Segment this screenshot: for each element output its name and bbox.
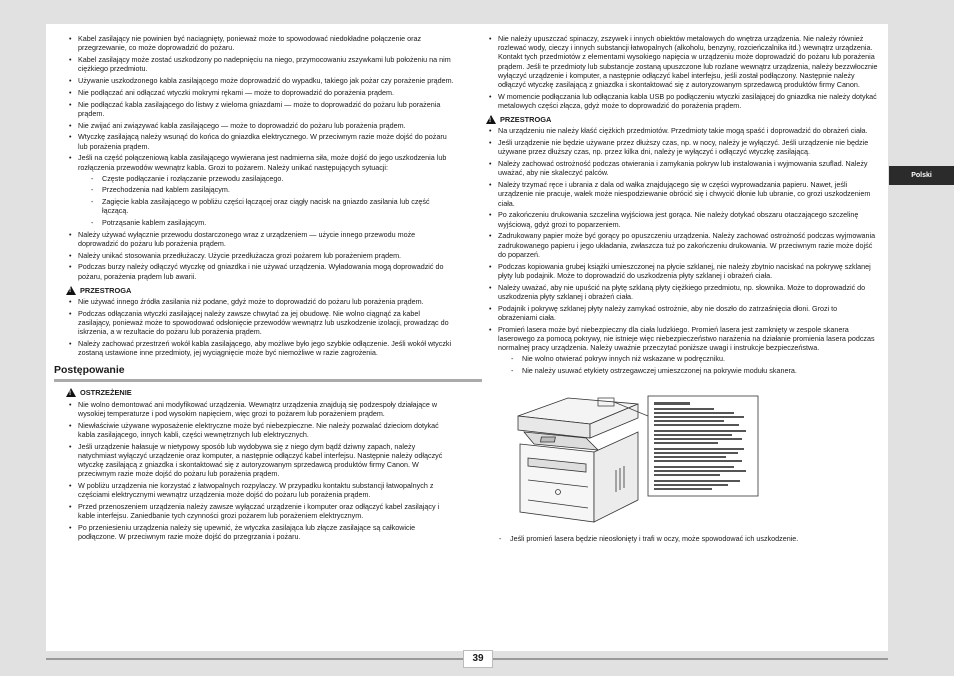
list-item: • Należy trzymać ręce i ubrania z dala od wałka znajdującego się w części wyprowadzania papieru. Nawet, jeśli urządzenie nie pracuje, wałek może niespodziewanie obrócić się i chwycić dłonie lub ubranie, co grozi uszkodzeniem ciała. [486,180,878,208]
warning-triangle-icon: ! [66,286,76,295]
caution-label: PRZESTROGA [500,115,552,125]
sub-list-item: - Potrząsanie kablem zasilającym. [78,218,454,227]
power-cord-warnings [66,34,454,281]
left-column [54,34,454,544]
list-item: • Podajnik i pokrywę szklanej płyty należy zamykać ostrożnie, aby nie doszło do zatrzaśnięcia dłoni. Grozi to obrażeniami ciała. [486,304,878,322]
sub-list-item: - Jeśli promień lasera będzie nieosłonięty i trafi w oczy, może spowodować ich uszkodzenie. [486,534,878,543]
list-item: • Jeśli urządzenie nie będzie używane przez dłuższy czas, np. w nocy, należy je wyłączyć. Jeśli urządzenie nie będzie używane przez dłuższy czas, np. przez kilka dni, należy je wyłączyć i odłączyć wtyczkę zasilającą. [486,138,878,156]
sub-list [78,174,454,227]
sub-list-item: - Przechodzenia nad kablem zasilającym. [78,185,454,194]
list-item: • Należy unikać stosowania przedłużaczy. Użycie przedłużacza grozi pożarem lub porażeniem prądem. [66,251,454,260]
list-item: • Niewłaściwie używane wyposażenie elektryczne może być niebezpieczne. Nie należy pozwalać dzieciom dotykać kabla zasilającego, innych kabli, części wewnętrznych lub elektrycznych. [66,421,454,439]
sub-list-item: - Nie wolno otwierać pokryw innych niż wskazane w podręczniku. [498,354,878,363]
list-item: • Nie podłączać ani odłączać wtyczki mokrymi rękami — może to doprowadzić do porażenia prądem. [66,88,454,97]
metal-objects-warnings [486,34,878,110]
list-item: • Podczas odłączania wtyczki zasilającej należy zawsze chwytać za jej obudowę. Nie wolno ciągnąć za kabel zasilający, ponieważ może to spowodować odsłonięcie przewodów wewnątrz lub uszkodzenie izolacji, prowadząc do iskrzenia, a w rezultacie do pożaru lub porażenia prądem. [66,309,454,337]
warning-triangle-icon: ! [66,388,76,397]
list-item: • Podczas kopiowania grubej książki umieszczonej na płycie szklanej, nie należy zbytnio naciskać na pokrywę szklanej płyty lub podajnik. Może to doprowadzić do uszkodzenia płyty szklanej i obrażeń ciała. [486,262,878,280]
list-item: • Należy używać wyłącznie przewodu dostarczonego wraz z urządzeniem — użycie innego przewodu może doprowadzić do pożaru lub porażenia prądem. [66,230,454,248]
list-item: • Należy uważać, aby nie upuścić na płytę szklaną płyty ciężkiego przedmiotu, np. słownika. Może to doprowadzić do uszkodzenia płyty szklanej i obrażeń ciała. [486,283,878,301]
list-item: • Kabel zasilający nie powinien być naciągnięty, ponieważ może to spowodować niedokładne połączenie oraz przegrzewanie, co może doprowadzić do pożaru. [66,34,454,52]
laser-note-list [486,534,878,543]
list-item: • Zadrukowany papier może być gorący po opuszczeniu urządzenia. Należy zachować ostrożność podczas wyjmowania zadrukowanego papieru i jego układania, zwłaszcza tuż po zakończeniu drukowania. W przeciwnym razie może dojść do poparzeń. [486,231,878,259]
list-item: • W pobliżu urządzenia nie korzystać z łatwopalnych rozpylaczy. W przypadku kontaktu substancji łatwopalnych z częściami elektrycznymi wewnątrz urządzenia może dojść do pożaru lub porażenia prądem. [66,481,454,499]
sub-list-item: - Zagięcie kabla zasilającego w pobliżu części łączącej oraz ciągły nacisk na gniazdo zasilania lub część łączącą. [78,197,454,215]
caution-heading [486,115,878,124]
sub-list [498,354,878,375]
section-divider [54,379,482,382]
list-item: • Kabel zasilający może zostać uszkodzony po nadepnięciu na niego, przymocowaniu zszywkami lub położeniu na nim ciężkiego przedmiotu. [66,55,454,73]
caution-label: PRZESTROGA [80,285,132,295]
list-item: • Po zakończeniu drukowania szczelina wyjściowa jest gorąca. Nie należy dotykać obszaru otaczającego szczelinę wyjściową, gdyż grozi to poparzeniem. [486,210,878,228]
list-item: • Należy zachować ostrożność podczas otwierania i zamykania pokryw lub instalowania i wyjmowania szuflad. Należy uważać, aby nie skaleczyć palców. [486,159,878,177]
caution-heading [66,286,454,295]
list-item: • Jeśli urządzenie hałasuje w nietypowy sposób lub wydobywa się z niego dym bądź dziwny zapach, należy natychmiast wyłączyć urządzenie oraz komputer, a następnie odłączyć kabel interfejsu. Następnie należy odłączyć wtyczkę zasilającą z gniazdka i skontaktować się z autoryzowanym sprzedawcą produktów firmy Canon. W przeciwnym razie może dojść do pożaru lub porażenia prądem. [66,442,454,479]
section-heading [54,364,454,382]
list-item [66,153,454,227]
sub-list-item: - Nie należy usuwać etykiety ostrzegawczej umieszczonej na pokrywie modułu skanera. [498,366,878,375]
list-item [486,325,878,375]
printer-laser-label-illustration [498,388,768,526]
warning-list [66,400,454,542]
list-item-text: Promień lasera może być niebezpieczny dla ciała ludzkiego. Promień lasera jest zamknięty w zespole skanera laserowego za pomocą pokrywy, nie istnieje więc niebezpieczeństwo narażenia na działanie promienia lasera podczas normalnej pracy urządzenia. Należy uważnie przeczytać poniższe uwagi i instrukcje bezpieczeństwa. [498,324,875,353]
list-item: • Wtyczkę zasilającą należy wsunąć do końca do gniazdka elektrycznego. W przeciwnym razie może dojść do pożaru lub porażenia prądem. [66,132,454,150]
caution-list [66,297,454,357]
warning-triangle-icon: ! [486,115,496,124]
list-item: • Przed przenoszeniem urządzenia należy zawsze wyłączać urządzenie i komputer oraz odłączyć kabel zasilający i kable interfejsu. Zaniedbanie tych czynności grozi pożarem lub porażeniem elektrycznym. [66,502,454,520]
list-item: • Na urządzeniu nie należy kłaść ciężkich przedmiotów. Przedmioty takie mogą spaść i doprowadzić do obrażeń ciała. [486,126,878,135]
list-item-text: Jeśli na część połączeniową kabla zasilającego wywierana jest nadmierna siła, może dojść do jego uszkodzenia lub rozłączenia przewodów wewnątrz kabla. Grozi to pożarem. Należy unikać następujących sytuacji: [78,153,447,172]
right-column [486,34,878,545]
warning-heading [66,388,454,397]
section-title: Postępowanie [54,364,125,377]
list-item: • Nie używać innego źródła zasilania niż podane, gdyż może to doprowadzić do pożaru lub porażenia prądem. [66,297,454,306]
language-tab: Polski [889,166,954,185]
sub-list-item: - Częste podłączanie i rozłączanie przewodu zasilającego. [78,174,454,183]
list-item: • Po przeniesieniu urządzenia należy się upewnić, że wtyczka zasilająca lub złącze zasilające są całkowicie podłączone. W przeciwnym razie może dojść do przegrzania i pożaru. [66,523,454,541]
manual-page [46,24,888,651]
list-item: • W momencie podłączania lub odłączania kabla USB po podłączeniu wtyczki zasilającej do gniazdka nie należy dotykać metalowych części złącza, gdyż może to doprowadzić do porażenia prądem. [486,92,878,110]
caution-list [486,126,878,375]
list-item: • Nie wolno demontować ani modyfikować urządzenia. Wewnątrz urządzenia znajdują się podzespoły działające w wysokiej temperaturze i pod wysokim napięciem, więc grozi to pożarem lub porażeniem prądem. [66,400,454,418]
list-item: • Nie należy upuszczać spinaczy, zszywek i innych obiektów metalowych do wnętrza urządzenia. Nie należy również rozlewać wody, cieczy i innych substancji łatwopalnych (alkoholu, benzyny, rozcieńczalnika itd.) wewnątrz urządzenia. Kontakt tych przedmiotów z elementami wysokiego napięcia w urządzeniu może doprowadzić do pożaru lub porażenia prądem. Jeśli te przedmioty lub substancje zostaną upuszczone lub rozlane wewnątrz urządzenia, należy bezzwłocznie wyłączyć urządzenie i komputer, a następnie odłączyć kabel interfejsu, jeśli został podłączony. Następnie należy odłączyć wtyczkę zasilającą z gniazdka i skontaktować się z autoryzowanym sprzedawcą produktów firmy Canon. [486,34,878,89]
list-item: • Nie zwijać ani związywać kabla zasilającego — może to doprowadzić do pożaru lub porażenia prądem. [66,121,454,130]
list-item: • Należy zachować przestrzeń wokół kabla zasilającego, aby możliwe było jego szybkie odłączenie. Jeśli wokół wtyczki zostaną ustawione inne przedmioty, jej wyciągnięcie może być niemożliwe w razie zagrożenia. [66,339,454,357]
page-number: 39 [463,650,493,668]
list-item: • Używanie uszkodzonego kabla zasilającego może doprowadzić do wypadku, takiego jak pożar czy porażenie prądem. [66,76,454,85]
list-item: • Podczas burzy należy odłączyć wtyczkę od gniazdka i nie używać urządzenia. Wyładowania mogą doprowadzić do pożaru, porażenia prądem lub awarii. [66,262,454,280]
list-item: • Nie podłączać kabla zasilającego do listwy z wieloma gniazdami — może to doprowadzić do pożaru lub porażenia prądem. [66,100,454,118]
warning-label: OSTRZEŻENIE [80,388,132,398]
